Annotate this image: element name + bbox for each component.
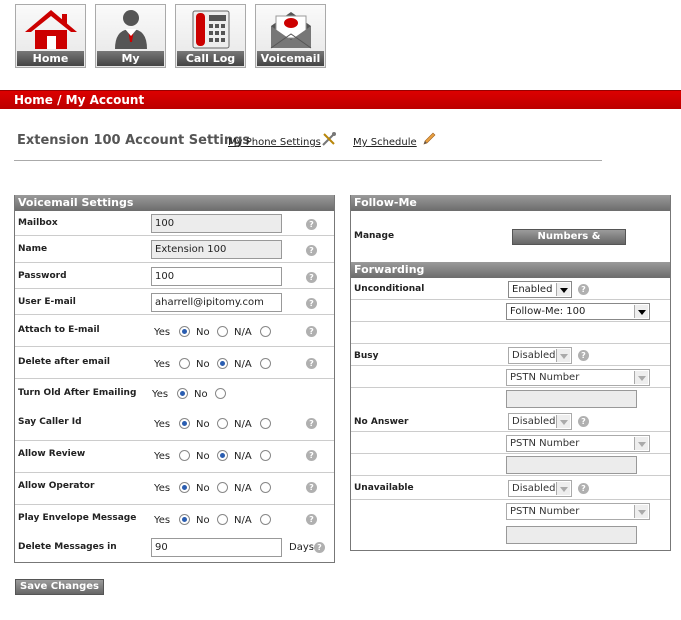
chevron-down-icon (556, 415, 570, 428)
unconditional-label: Unconditional (354, 284, 425, 294)
chevron-down-icon (634, 371, 648, 384)
help-icon[interactable]: ? (306, 418, 317, 429)
help-icon[interactable]: ? (578, 350, 589, 361)
unavailable-select[interactable] (508, 480, 572, 497)
envelope-no-radio[interactable] (217, 514, 228, 525)
forwarding-header: Forwarding (351, 262, 670, 278)
nav-home[interactable] (15, 4, 86, 68)
password-input[interactable] (151, 267, 282, 286)
chevron-down-icon (634, 437, 648, 450)
busy-target-select[interactable] (506, 369, 650, 386)
help-icon[interactable]: ? (306, 219, 317, 230)
help-icon[interactable]: ? (306, 245, 317, 256)
nav-call-log-label: Call Log (177, 51, 244, 66)
na-text: N/A (234, 419, 252, 430)
chevron-down-icon (556, 482, 570, 495)
yes-text: Yes (154, 359, 171, 370)
help-icon[interactable]: ? (306, 450, 317, 461)
email-label: User E-mail (18, 297, 76, 307)
unconditional-select[interactable] (508, 281, 572, 298)
turn-old-label: Turn Old After Emailing (18, 388, 137, 398)
mailbox-row (15, 211, 334, 236)
no-answer-target-value: PSTN Number (510, 438, 580, 449)
say-caller-na-radio[interactable] (260, 418, 271, 429)
spacer-row (351, 322, 670, 344)
delete-messages-input[interactable] (151, 538, 282, 557)
no-text: No (196, 327, 210, 338)
allow-operator-yes-radio[interactable] (179, 482, 190, 493)
envelope-na-radio[interactable] (260, 514, 271, 525)
unconditional-value: Enabled (512, 284, 553, 295)
yes-text: Yes (154, 327, 171, 338)
allow-review-yes-radio[interactable] (179, 450, 190, 461)
delete-messages-label: Delete Messages in (18, 542, 117, 552)
nav-my-account[interactable] (95, 4, 166, 80)
no-text: No (196, 359, 210, 370)
attach-email-label: Attach to E-mail (18, 325, 100, 335)
turn-old-yes-radio[interactable] (177, 388, 188, 399)
name-row (15, 236, 334, 263)
yes-text: Yes (154, 483, 171, 494)
unconditional-target-row (351, 300, 670, 322)
chevron-down-icon (556, 283, 570, 296)
chevron-down-icon (634, 305, 648, 318)
na-text: N/A (234, 483, 252, 494)
help-icon[interactable]: ? (306, 482, 317, 493)
unavailable-row (351, 476, 670, 500)
page-title: Extension 100 Account Settings (17, 133, 251, 148)
attach-na-radio[interactable] (260, 326, 271, 337)
allow-review-no-radio[interactable] (217, 450, 228, 461)
user-icon (96, 7, 165, 51)
busy-row (351, 344, 670, 366)
envelope-yes-radio[interactable] (179, 514, 190, 525)
my-schedule-link[interactable]: My Schedule (353, 137, 417, 148)
busy-target-value: PSTN Number (510, 372, 580, 383)
na-text: N/A (234, 327, 252, 338)
help-icon[interactable]: ? (578, 416, 589, 427)
no-text: No (196, 515, 210, 526)
attach-yes-radio[interactable] (179, 326, 190, 337)
busy-number-input[interactable] (506, 390, 637, 408)
help-icon[interactable]: ? (306, 298, 317, 309)
unconditional-target-select[interactable] (506, 303, 650, 320)
help-icon[interactable]: ? (306, 514, 317, 525)
mailbox-input[interactable] (151, 214, 282, 233)
mailbox-label: Mailbox (18, 218, 58, 228)
breadcrumb-bar (0, 90, 681, 109)
help-icon[interactable]: ? (578, 284, 589, 295)
password-row (15, 263, 334, 289)
email-row (15, 289, 334, 315)
busy-label: Busy (354, 351, 379, 361)
delete-messages-row (15, 537, 334, 563)
no-answer-number-input[interactable] (506, 456, 637, 474)
yes-text: Yes (154, 515, 171, 526)
title-divider (14, 160, 602, 161)
no-text: No (194, 389, 208, 400)
allow-review-na-radio[interactable] (260, 450, 271, 461)
attach-email-row (15, 315, 334, 347)
nav-home-label: Home (17, 51, 84, 66)
house-icon (16, 7, 85, 51)
no-answer-number-row (351, 454, 670, 476)
delete-no-radio[interactable] (217, 358, 228, 369)
delete-na-radio[interactable] (260, 358, 271, 369)
nav-call-log[interactable] (175, 4, 246, 68)
envelope-label: Play Envelope Message (18, 513, 137, 523)
envelope-row (15, 505, 334, 537)
voicemail-settings-panel (14, 195, 335, 563)
allow-operator-na-radio[interactable] (260, 482, 271, 493)
no-answer-select[interactable] (508, 413, 572, 430)
pencil-icon (421, 131, 437, 150)
no-answer-label: No Answer (354, 417, 409, 427)
unavailable-target-value: PSTN Number (510, 506, 580, 517)
unavailable-value: Disabled (512, 483, 556, 494)
yes-text: Yes (154, 451, 171, 462)
voicemail-settings-header: Voicemail Settings (15, 195, 334, 211)
no-answer-row (351, 410, 670, 432)
nav-voicemail[interactable] (255, 4, 326, 68)
allow-review-row (15, 441, 334, 473)
no-answer-value: Disabled (512, 416, 556, 427)
unconditional-row (351, 278, 670, 300)
yes-text: Yes (152, 389, 169, 400)
busy-value: Disabled (512, 350, 556, 361)
allow-operator-row (15, 473, 334, 505)
no-text: No (196, 483, 210, 494)
unavailable-number-input[interactable] (506, 526, 637, 544)
help-icon[interactable]: ? (578, 483, 589, 494)
delete-after-email-row (15, 347, 334, 379)
follow-me-header: Follow-Me (351, 195, 670, 211)
nav-voicemail-label: Voicemail (257, 51, 324, 66)
manage-row (351, 211, 670, 262)
turn-old-row (15, 379, 334, 409)
unavailable-number-row (351, 524, 670, 548)
name-label: Name (18, 244, 48, 254)
allow-operator-label: Allow Operator (18, 481, 95, 491)
nav-my-account-label: My Account (97, 51, 164, 66)
phone-icon (176, 7, 245, 51)
allow-operator-no-radio[interactable] (217, 482, 228, 493)
chevron-down-icon (556, 349, 570, 362)
say-caller-id-label: Say Caller Id (18, 417, 82, 427)
help-icon[interactable]: ? (314, 542, 325, 553)
allow-review-label: Allow Review (18, 449, 86, 459)
say-caller-no-radio[interactable] (217, 418, 228, 429)
unavailable-target-row (351, 500, 670, 524)
busy-target-row (351, 366, 670, 388)
numbers-settings-button[interactable]: Numbers & Settings (512, 229, 626, 245)
busy-select[interactable] (508, 347, 572, 364)
name-input[interactable] (151, 240, 282, 259)
tools-icon (321, 131, 337, 150)
envelope-icon (256, 7, 325, 51)
say-caller-id-row (15, 409, 334, 441)
my-phone-settings-link[interactable]: My Phone Settings (228, 137, 321, 148)
no-text: No (196, 419, 210, 430)
yes-text: Yes (154, 419, 171, 430)
na-text: N/A (234, 515, 252, 526)
na-text: N/A (234, 451, 252, 462)
manage-label: Manage (354, 231, 395, 241)
say-caller-yes-radio[interactable] (179, 418, 190, 429)
unconditional-target-value: Follow-Me: 100 (510, 306, 586, 317)
days-text: Days (289, 542, 314, 553)
breadcrumb: Home / My Account (14, 93, 145, 107)
na-text: N/A (234, 359, 252, 370)
no-answer-target-row (351, 432, 670, 454)
turn-old-no-radio[interactable] (215, 388, 226, 399)
help-icon[interactable]: ? (306, 272, 317, 283)
follow-me-panel (350, 195, 671, 551)
save-changes-button[interactable]: Save Changes (15, 579, 104, 595)
help-icon[interactable]: ? (306, 326, 317, 337)
unavailable-target-select[interactable] (506, 503, 650, 520)
busy-number-row (351, 388, 670, 410)
delete-after-email-label: Delete after email (18, 357, 110, 367)
help-icon[interactable]: ? (306, 358, 317, 369)
no-answer-target-select[interactable] (506, 435, 650, 452)
unavailable-label: Unavailable (354, 483, 414, 493)
password-label: Password (18, 271, 67, 281)
chevron-down-icon (634, 505, 648, 518)
email-input[interactable] (151, 293, 282, 312)
attach-no-radio[interactable] (217, 326, 228, 337)
no-text: No (196, 451, 210, 462)
delete-yes-radio[interactable] (179, 358, 190, 369)
